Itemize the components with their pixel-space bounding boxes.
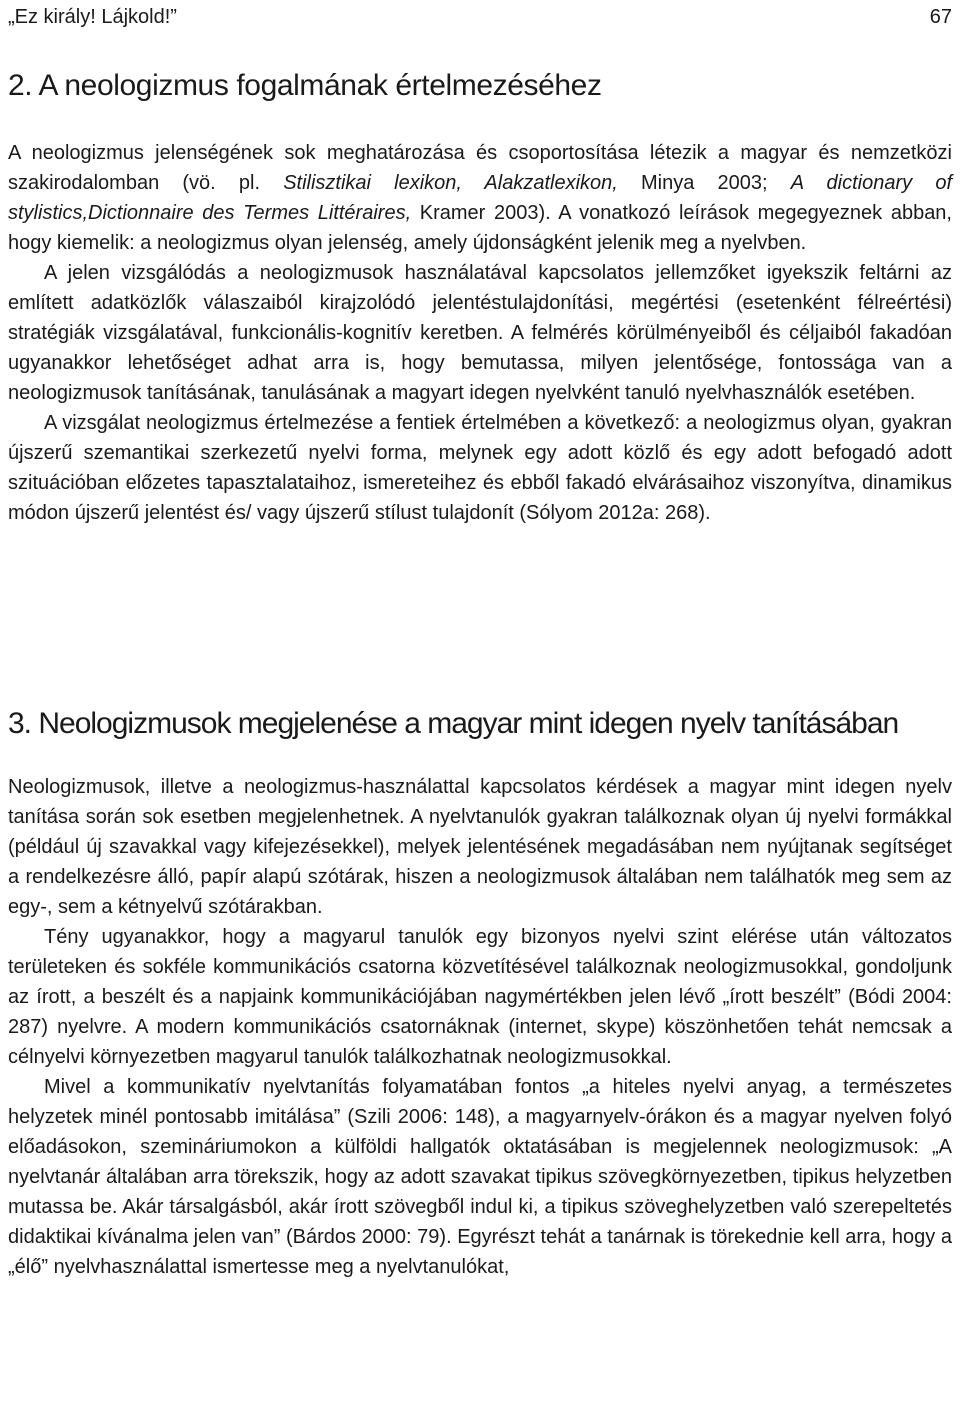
section-3-paragraph-2: Tény ugyanakkor, hogy a magyarul tanulók egy bizonyos nyelvi szint elérése után változatos területeken és sokféle kommunikációs csatorna közvetítésével találkoznak neologizmusokkal, gondoljunk az írott, a beszélt és a napjaink kommunikációjában nagymértékben jelen lévő „írott beszélt” (Bódi 2004: 287) nyelvre. A modern kommunikációs csatornáknak (internet, skype) köszönhetően tehát nemcsak a célnyelvi környezetben magyarul tanulók találkozhatnak neologizmusokkal. bbox=[8, 926, 952, 1068]
section-2-paragraph-1 bbox=[8, 138, 952, 258]
section-2-heading: 2. A neologizmus fogalmának értelmezéséhez bbox=[8, 69, 602, 102]
paragraph-text: Kramer 2003). A vonatkozó leírások megegyeznek abban, hogy kiemelik: a neologizmus olyan jelenség, amely újdonságként jelenik meg a nyelvben. bbox=[8, 202, 952, 254]
section-2-paragraph-3: A vizsgálat neologizmus értelmezése a fentiek értelmében a következő: a neologizmus olyan, gyakran újszerű szemantikai szerkezetű nyelvi forma, melynek egy adott közlő és egy adott befogadó adott szituációban előzetes tapasztalataihoz, ismereteihez és ebből fakadó elvárásaihoz viszonyítva, dinamikus módon újszerű jelentést és/ vagy újszerű stílust tulajdonít (Sólyom 2012a: 268). bbox=[8, 412, 952, 524]
section-2-paragraph-2: A jelen vizsgálódás a neologizmusok használatával kapcsolatos jellemzőket igyekszik feltárni az említett adatközlők válaszaiból kirajzolódó jelentéstulajdonítási, megértési (esetenként félreértési) stratégiák vizsgálatával, funkcionális-kognitív keretben. A felmérés körülményeiből és céljaiból fakadóan ugyanakkor lehetőséget adhat arra is, hogy bemutassa, milyen jelentősége, fontossága van a neologizmusok tanításának, tanulásának a magyart idegen nyelvként tanuló nyelvhasználók esetében. bbox=[8, 262, 952, 404]
italic-title: A dictionary of stylistics,Dictionnaire des Termes Littéraires, bbox=[8, 172, 952, 224]
italic-title: Stilisztikai lexikon, Alakzatlexikon, bbox=[283, 172, 618, 194]
section-2-body bbox=[8, 138, 952, 528]
paragraph-text: A neologizmus jelenségének sok meghatározása és csoportosítása létezik a magyar és nemzetközi szakirodalomban (vö. pl. bbox=[8, 142, 952, 194]
page-number: 67 bbox=[929, 6, 952, 28]
paragraph-text: Minya 2003; bbox=[617, 172, 791, 194]
section-3-paragraph-1: Neologizmusok, illetve a neologizmus-használattal kapcsolatos kérdések a magyar mint idegen nyelv tanítása során sok esetben megjelenhetnek. A nyelvtanulók gyakran találkoznak olyan új nyelvi formákkal (például új szavakkal vagy kifejezésekkel), melyek jelentésének megadásában nem nyújtanak segítséget a rendelkezésre álló, papír alapú szótárak, hiszen a neologizmusok általában nem találhatók meg sem az egy-, sem a kétnyelvű szótárakban. bbox=[8, 776, 952, 918]
running-title: „Ez király! Lájkold!” bbox=[8, 6, 177, 28]
section-3-heading: 3. Neologizmusok megjelenése a magyar mint idegen nyelv tanításában bbox=[8, 707, 899, 740]
section-3-paragraph-3: Mivel a kommunikatív nyelvtanítás folyamatában fontos „a hiteles nyelvi anyag, a természetes helyzetek minél pontosabb imitálása” (Szili 2006: 148), a magyarnyelv-órákon és a magyar nyelven folyó előadásokon, szemináriumokon a külföldi hallgatók oktatásában is megjelennek neologizmusok: „A nyelvtanár általában arra törekszik, hogy az adott szavakat tipikus szövegkörnyezetben, tipikus helyzetben mutassa be. Akár társalgásból, akár írott szövegből indul ki, a tipikus szöveghelyzetben való szerepeltetés didaktikai kívánalma jelen van” (Bárdos 2000: 79). Egyrészt tehát a tanárnak is törekednie kell arra, hogy a „élő” nyelvhasználattal ismertesse meg a nyelvtanulókat, bbox=[8, 1076, 952, 1278]
section-3-body bbox=[8, 772, 952, 1282]
running-head bbox=[8, 4, 952, 30]
